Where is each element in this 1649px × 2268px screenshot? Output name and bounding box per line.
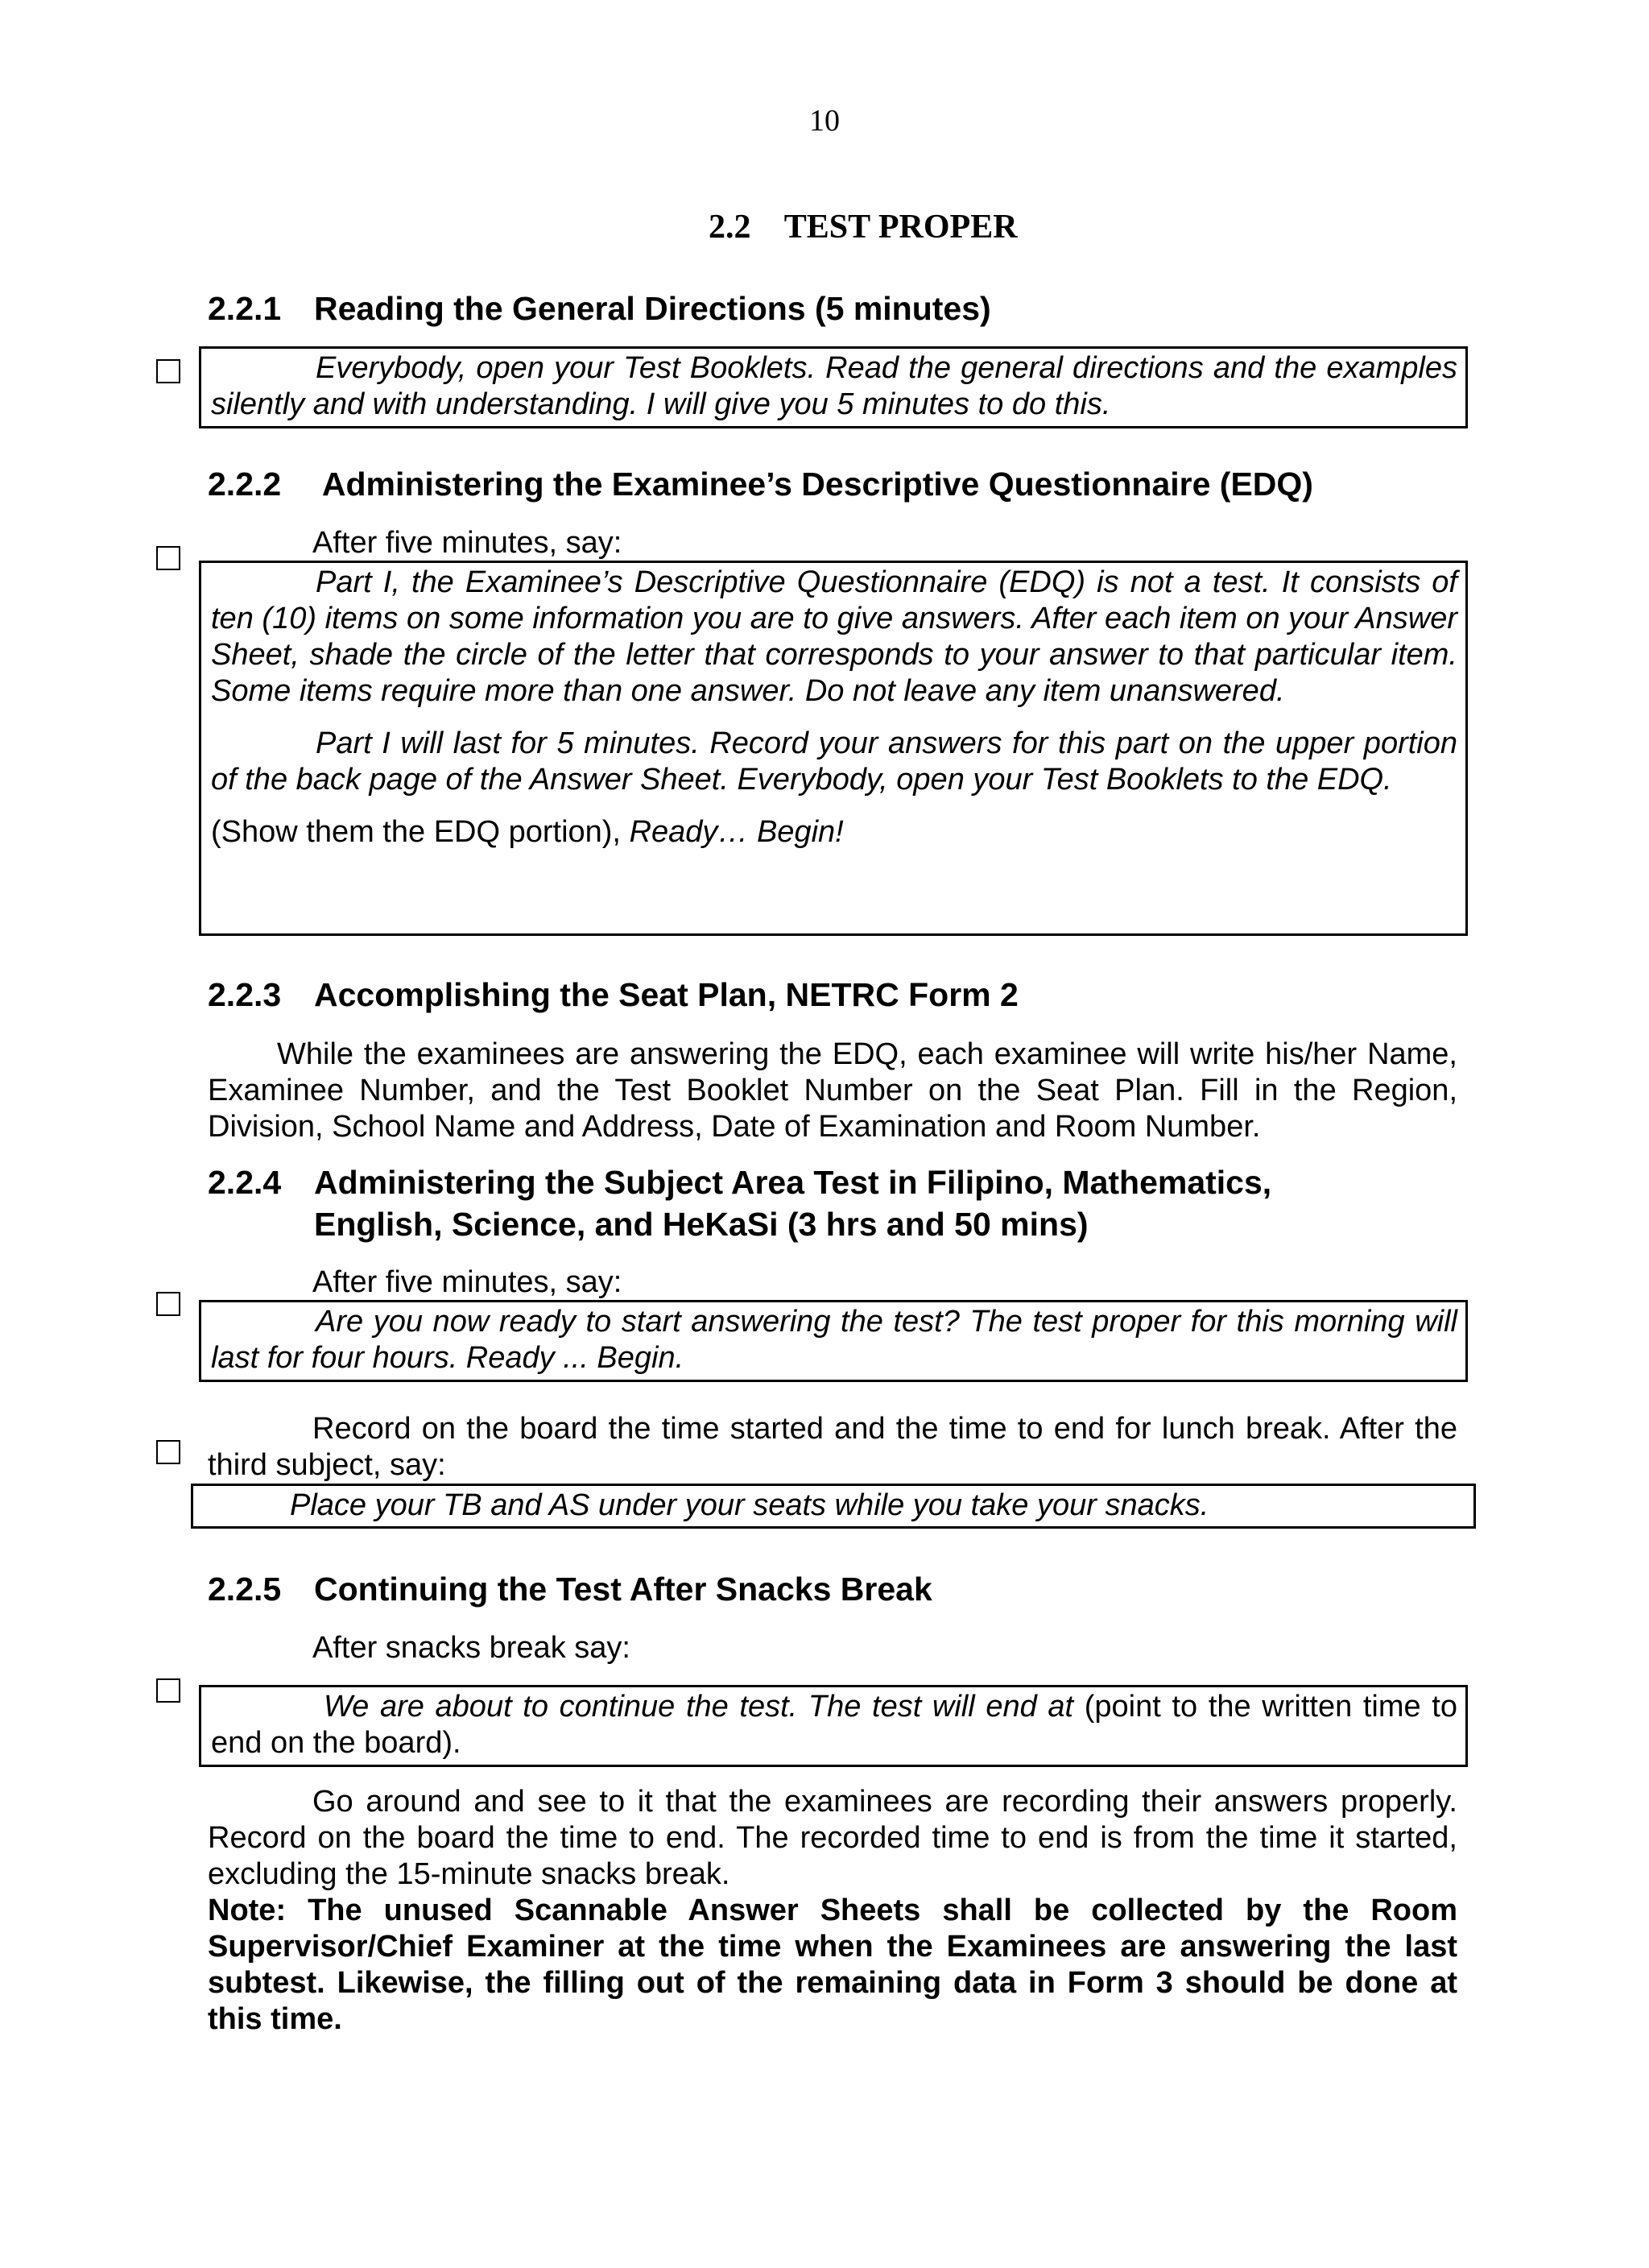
heading-number: 2.2.1 bbox=[208, 290, 282, 327]
script-text: Everybody, open your Test Booklets. Read the general directions and the examples silently and with understanding. I will give you 5 minutes to do this. bbox=[211, 351, 1457, 421]
script-box-2-2-5 bbox=[199, 1685, 1468, 1767]
heading-2-2-3 bbox=[208, 976, 1019, 1014]
lead-text-2-2-4: After five minutes, say: bbox=[312, 1265, 622, 1299]
heading-number: 2.2.3 bbox=[208, 976, 282, 1013]
heading-2-2-2 bbox=[208, 466, 1313, 503]
lead-text-2-2-2: After five minutes, say: bbox=[312, 526, 622, 560]
stage-direction: (Show them the EDQ portion), bbox=[211, 815, 630, 849]
heading-text: Administering the Examinee’s Descriptive Questionnaire (EDQ) bbox=[314, 466, 1313, 503]
heading-text-line-1: Administering the Subject Area Test in Filipino, Mathematics, bbox=[314, 1164, 1272, 1201]
script-text bbox=[211, 1689, 1457, 1761]
checkbox-2-2-2[interactable] bbox=[156, 546, 180, 570]
stage-direction: (point to the written time to end on the board). bbox=[211, 1690, 1458, 1760]
checkbox-2-2-4-begin[interactable] bbox=[156, 1292, 180, 1316]
script-box-snacks bbox=[191, 1484, 1476, 1529]
note-paragraph: Note: The unused Scannable Answer Sheets shall be collected by the Room Supervisor/Chief Examiner at the time when the Examinees are answering the last subtest. Likewise, the filling out of the remaining data in Form 3 should be done at this time. bbox=[208, 1893, 1457, 2036]
heading-number: 2.2.5 bbox=[208, 1571, 282, 1608]
heading-number: 2.2.4 bbox=[208, 1164, 282, 1201]
script-box-2-2-1 bbox=[199, 346, 1468, 428]
heading-text-line-2: English, Science, and HeKaSi (3 hrs and 50 mins) bbox=[314, 1206, 1089, 1243]
heading-text: Accomplishing the Seat Plan, NETRC Form 2 bbox=[314, 976, 1019, 1013]
heading-2-2-1 bbox=[208, 290, 991, 328]
script-cue: We are about to continue the test. The test will end at bbox=[324, 1690, 1074, 1724]
section-title: 2.2 TEST PROPER bbox=[709, 209, 1018, 246]
checkbox-2-2-1[interactable] bbox=[156, 359, 180, 383]
script-box-2-2-4 bbox=[199, 1300, 1468, 1382]
heading-text: Reading the General Directions (5 minutes) bbox=[314, 290, 991, 327]
lead-text-2-2-5: After snacks break say: bbox=[312, 1631, 630, 1665]
page-number: 10 bbox=[809, 104, 840, 138]
script-paragraph-2: Part I will last for 5 minutes. Record your answers for this part on the upper portion of the back page of the Answer Sheet. Everybody, open your Test Booklets to the EDQ. bbox=[211, 726, 1457, 797]
checkbox-2-2-4-record[interactable] bbox=[156, 1440, 180, 1464]
paragraph-record-time: Record on the board the time started and the time to end for lunch break. After the third subject, say: bbox=[208, 1412, 1457, 1482]
paragraph-go-around: Go around and see to it that the examinees are recording their answers properly. Record on the board the time to end. The recorded time to end is from the time it started, excluding the 15-minute snacks break. bbox=[208, 1785, 1457, 1891]
script-paragraph-1: Part I, the Examinee’s Descriptive Questionnaire (EDQ) is not a test. It consists of ten (10) items on some information you are to give answers. After each item on your Answer Sheet, shade the circle of the letter that corresponds to your answer to that particular item. Some items require more than one answer. Do not leave any item unanswered. bbox=[211, 565, 1457, 708]
heading-2-2-4 bbox=[208, 1161, 1271, 1245]
script-paragraph-3 bbox=[211, 814, 1457, 850]
heading-2-2-5 bbox=[208, 1571, 932, 1608]
paragraph-2-2-3: While the examinees are answering the EDQ, each examinee will write his/her Name, Examinee Number, and the Test Booklet Number on the Seat Plan. Fill in the Region, Division, School Name and Address, Date of Examination and Room Number. bbox=[208, 1037, 1457, 1144]
script-text: Place your TB and AS under your seats while you take your snacks. bbox=[290, 1488, 1209, 1522]
script-box-2-2-2 bbox=[199, 561, 1468, 936]
script-text: Are you now ready to start answering the test? The test proper for this morning will last for four hours. Ready ... Begin. bbox=[211, 1305, 1457, 1375]
script-cue: Ready… Begin! bbox=[629, 815, 844, 849]
heading-text: Continuing the Test After Snacks Break bbox=[314, 1571, 932, 1608]
checkbox-2-2-5[interactable] bbox=[156, 1678, 180, 1703]
heading-number: 2.2.2 bbox=[208, 466, 282, 503]
